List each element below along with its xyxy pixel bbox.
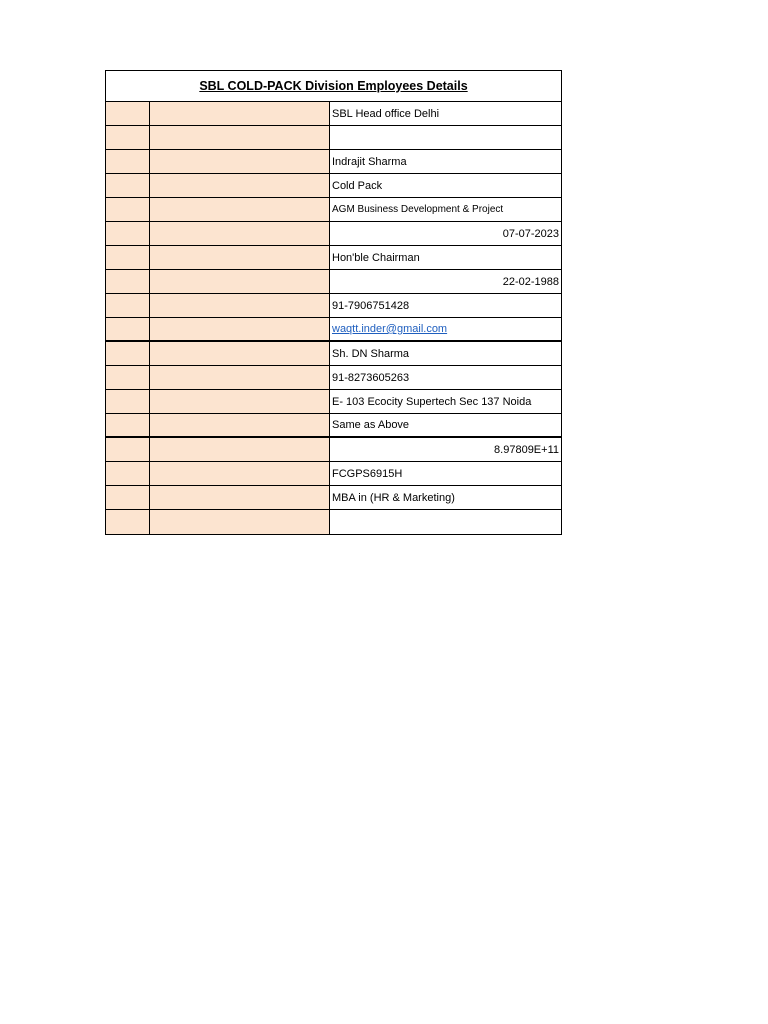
value-cell: 8.97809E+11: [494, 443, 559, 456]
table-row: [106, 486, 561, 510]
index-cell: [106, 366, 150, 389]
value-cell: [330, 318, 561, 340]
label-cell: [150, 462, 330, 485]
value-cell: Hon'ble Chairman: [332, 251, 420, 264]
value-cell: Sh. DN Sharma: [332, 347, 410, 360]
email-link[interactable]: waqtt.inder@gmail.com: [332, 323, 448, 335]
index-cell: [106, 222, 150, 245]
index-cell: [106, 126, 150, 149]
label-cell: [150, 222, 330, 245]
value-cell: Cold Pack: [332, 179, 383, 192]
employee-details-table: [105, 70, 562, 535]
table-row: [106, 510, 561, 534]
table-row: [106, 150, 561, 174]
index-cell: [106, 318, 150, 340]
table-row: [106, 246, 561, 270]
label-cell: [150, 126, 330, 149]
value-cell: 91-7906751428: [332, 299, 410, 312]
value-cell: 22-02-1988: [502, 275, 559, 288]
index-cell: [106, 462, 150, 485]
index-cell: [106, 294, 150, 317]
table-row: [106, 198, 561, 222]
label-cell: [150, 414, 330, 436]
label-cell: [150, 198, 330, 221]
value-cell: E- 103 Ecocity Supertech Sec 137 Noida: [332, 395, 532, 408]
table-row: [106, 126, 561, 150]
value-cell: [330, 510, 561, 534]
index-cell: [106, 414, 150, 436]
table-title-row: [106, 71, 561, 102]
value-cell: [330, 126, 561, 149]
value-cell: SBL Head office Delhi: [332, 107, 440, 120]
value-cell: MBA in (HR & Marketing): [332, 491, 455, 504]
table-title: SBL COLD-PACK Division Employees Details: [199, 79, 468, 93]
index-cell: [106, 270, 150, 293]
index-cell: [106, 390, 150, 413]
label-cell: [150, 438, 330, 461]
label-cell: [150, 270, 330, 293]
label-cell: [150, 102, 330, 125]
label-cell: [150, 246, 330, 269]
label-cell: [150, 366, 330, 389]
label-cell: [150, 150, 330, 173]
table-row: [106, 390, 561, 414]
value-cell: 91-8273605263: [332, 371, 410, 384]
table-row: [106, 438, 561, 462]
value-cell: Indrajit Sharma: [332, 155, 407, 168]
table-row: [106, 222, 561, 246]
value-cell: 07-07-2023: [502, 227, 559, 240]
table-row: [106, 366, 561, 390]
label-cell: [150, 174, 330, 197]
index-cell: [106, 486, 150, 509]
label-cell: [150, 318, 330, 340]
index-cell: [106, 246, 150, 269]
table-row: [106, 414, 561, 438]
table-row: [106, 270, 561, 294]
value-cell: AGM Business Development & Project: [332, 204, 504, 215]
table-row: [106, 318, 561, 342]
value-cell: Same as Above: [332, 419, 410, 431]
index-cell: [106, 174, 150, 197]
index-cell: [106, 438, 150, 461]
index-cell: [106, 102, 150, 125]
table-row: [106, 174, 561, 198]
label-cell: [150, 486, 330, 509]
value-cell: FCGPS6915H: [332, 467, 403, 480]
label-cell: [150, 294, 330, 317]
table-row: [106, 462, 561, 486]
index-cell: [106, 342, 150, 365]
label-cell: [150, 390, 330, 413]
table-row: [106, 102, 561, 126]
index-cell: [106, 198, 150, 221]
label-cell: [150, 510, 330, 534]
table-row: [106, 342, 561, 366]
table-row: [106, 294, 561, 318]
label-cell: [150, 342, 330, 365]
index-cell: [106, 510, 150, 534]
index-cell: [106, 150, 150, 173]
